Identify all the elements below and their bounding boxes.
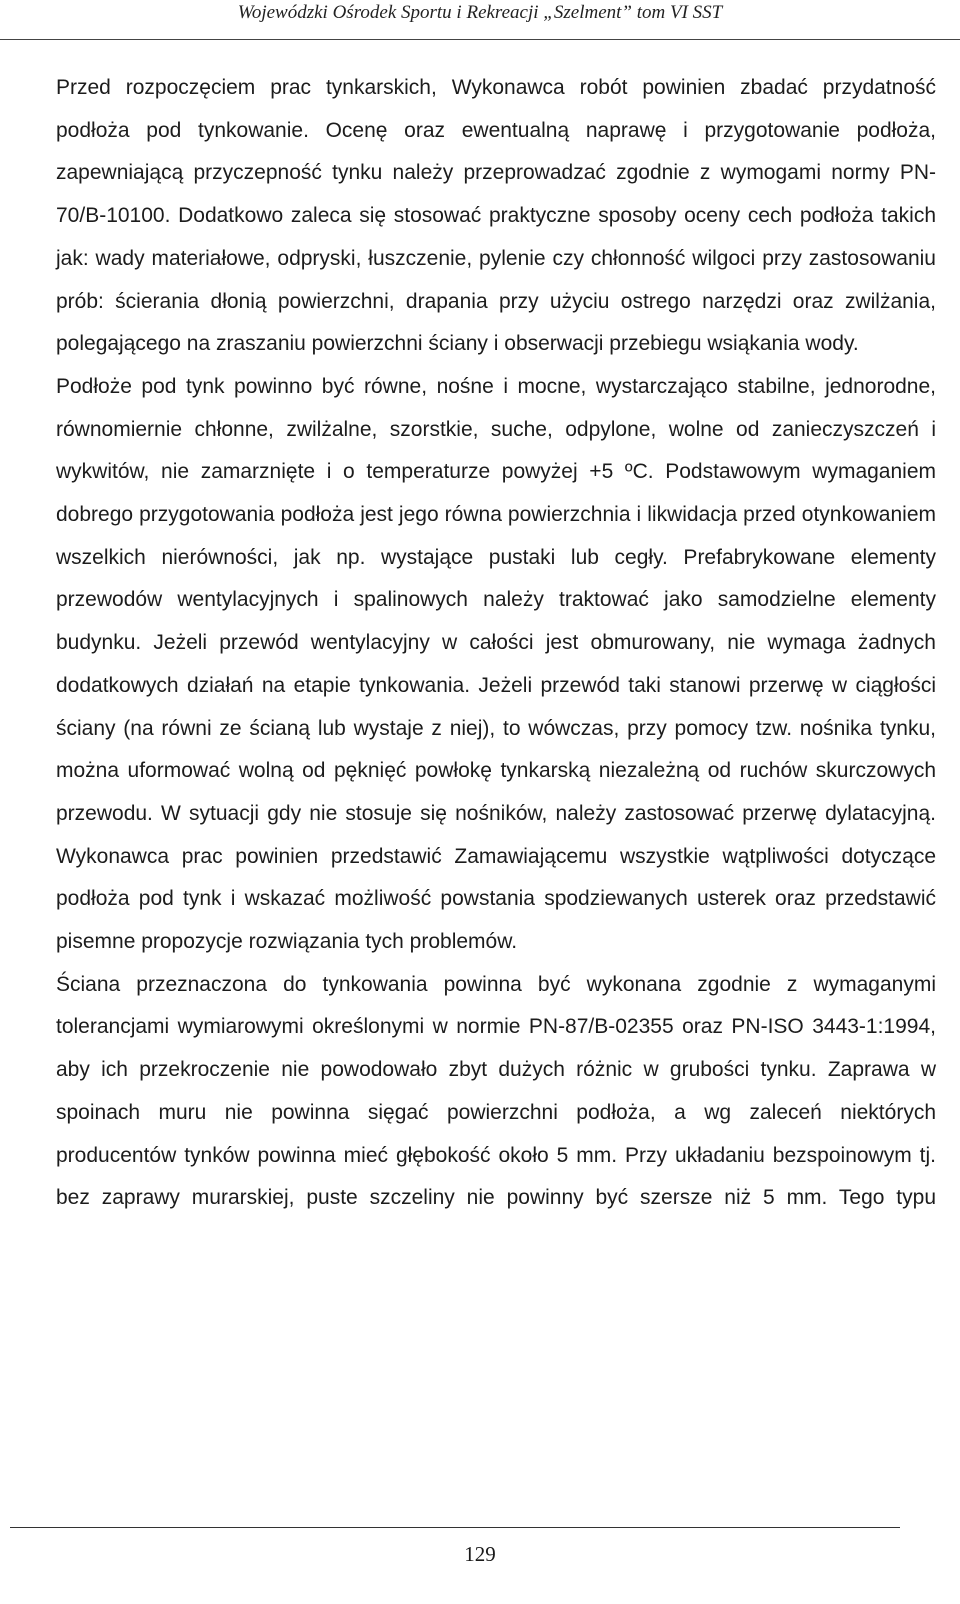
paragraph: Podłoże pod tynk powinno być równe, nośne i mocne, wystarczająco stabilne, jednorodne, równomiernie chłonne, zwilżalne, szorstkie, suche, odpylone, wolne od zanieczyszczeń i wykwitów, nie zamarznięte i o temperaturze powyżej +5 ºC. Podstawowym wymaganiem dobrego przygotowania podłoża jest jego równa powierzchnia i likwidacja przed otynkowaniem wszelkich nierówności, jak np. wystające pustaki lub cegły. Prefabrykowane elementy przewodów wentylacyjnych i spalinowych należy traktować jako samodzielne elementy budynku. Jeżeli przewód wentylacyjny w całości jest obmurowany, nie wymaga żadnych dodatkowych działań na etapie tynkowania. Jeżeli przewód taki stanowi przerwę w ciągłości ściany (na równi ze ścianą lub wystaje z niej), to wówczas, przy pomocy tzw. nośnika tynku, można uformować wolną od pęknięć powłokę tynkarską niezależną od ruchów skurczowych przewodu. W sytuacji gdy nie stosuje się nośników, należy zastosować przerwę dylatacyjną. Wykonawca prac powinien przedstawić Zamawiającemu wszystkie wątpliwości dotyczące podłoża pod tynk i wskazać możliwość powstania spodziewanych usterek oraz przedstawić pisemne propozycje rozwiązania tych problemów. [56,374,936,954]
page-number: 129 [464,1542,496,1566]
paragraph: Przed rozpoczęciem prac tynkarskich, Wykonawca robót powinien zbadać przydatność podłoża pod tynkowanie. Ocenę oraz ewentualną naprawę i przygotowanie podłoża, zapewniającą przyczepność tynku należy przeprowadzać zgodnie z wymogami normy PN-70/B-10100. Dodatkowo zaleca się stosować praktyczne sposoby oceny cech podłoża takich jak: wady materiałowe, odpryski, łuszczenie, pylenie czy chłonność wilgoci przy zastosowaniu prób: ścierania dłonią powierzchni, drapania przy użyciu ostrego narzędzi oraz zwilżania, polegającego na zraszaniu powierzchni ściany i obserwacji przebiegu wsiąkania wody. [56,76,936,356]
running-header: Wojewódzki Ośrodek Sportu i Rekreacji „Szelment” tom VI SST [237,2,723,23]
paragraph: Ściana przeznaczona do tynkowania powinna być wykonana zgodnie z wymaganymi tolerancjami wymiarowymi określonymi w normie PN-87/B-02355 oraz PN-ISO 3443-1:1994, aby ich przekroczenie nie powodowało zbyt dużych różnic w grubości tynku. Zaprawa w spoinach muru nie powinna sięgać powierzchni podłoża, a wg zaleceń niektórych producentów tynków powinna mieć głębokość około 5 mm. Przy układaniu bezspoinowym tj. bez zaprawy murarskiej, puste szczeliny nie powinny być szersze niż 5 mm. Tego typu [56,972,936,1210]
body-text [56,67,936,1220]
header-rule [0,39,960,40]
footer-rule [10,1527,900,1528]
